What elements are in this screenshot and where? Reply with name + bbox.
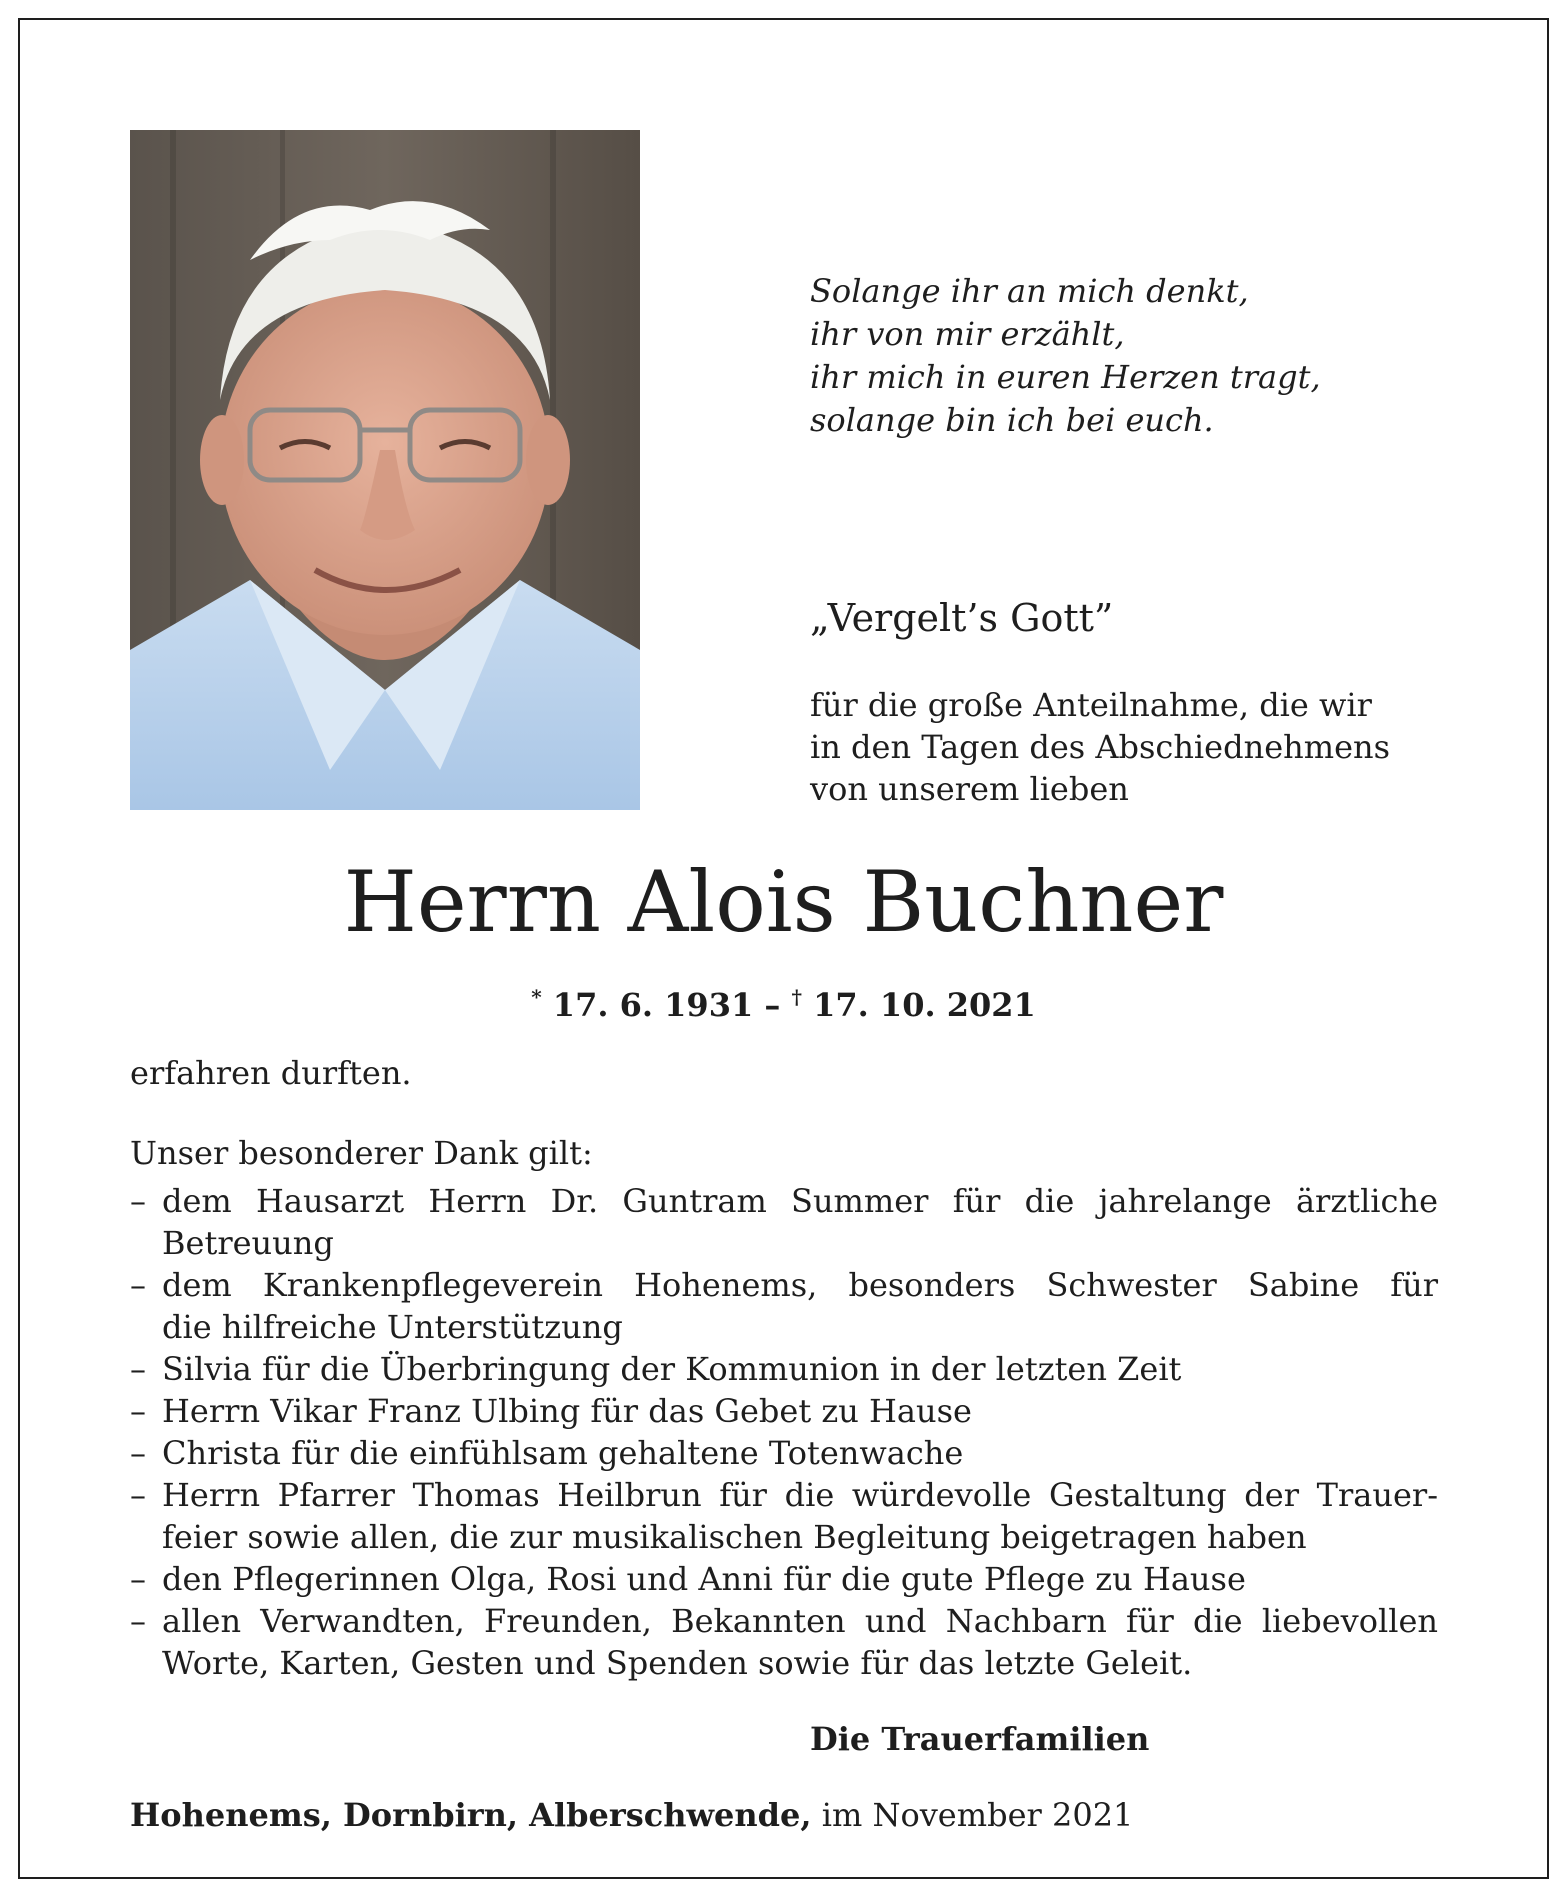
dash: – [130,1434,146,1472]
deceased-name: Herrn Alois Buchner [343,853,1224,951]
list-item-line: Christa für die einfühlsam gehaltene Totenwache [162,1434,964,1472]
birth-date: 17. 6. 1931 [552,986,754,1024]
list-item-line: die hilfreiche Unterstützung [162,1308,623,1346]
footer-places: Hohenems, Dornbirn, Alberschwende, [130,1796,812,1834]
list-item-line: Herrn Vikar Franz Ulbing für das Gebet zu Hause [162,1392,972,1430]
portrait-photo [130,130,640,810]
intro-line: für die große Anteilnahme, die wir [810,686,1372,724]
list-item [130,1600,1438,1684]
signature: Die Trauerfamilien [810,1720,1150,1758]
list-item [130,1264,1438,1348]
list-item-line: dem Krankenpflegeverein Hohenems, besonders Schwester Sabine für [162,1266,1438,1304]
dash: – [130,1182,146,1220]
dash: – [130,1602,146,1640]
portrait-icon [130,130,640,810]
list-item-line: allen Verwandten, Freunden, Bekannten und Nachbarn für die liebevollen [162,1602,1438,1640]
list-item-line: Worte, Karten, Gesten und Spenden sowie für das letzte Geleit. [162,1644,1193,1682]
dash: – [130,1350,146,1388]
list-item [130,1474,1438,1558]
after-text: erfahren durften. [130,1054,412,1092]
list-item-line: Silvia für die Überbringung der Kommunion in der letzten Zeit [162,1350,1182,1388]
thanks-title: Unser besonderer Dank gilt: [130,1134,593,1172]
list-item [130,1348,1438,1390]
poem-line: Solange ihr an mich denkt, [810,272,1249,310]
poem [810,270,1470,442]
life-dates [0,985,1567,1024]
thanks-list [130,1180,1438,1684]
intro-line: von unserem lieben [810,770,1129,808]
poem-line: solange bin ich bei euch. [810,401,1214,439]
intro-line: in den Tagen des Abschiednehmens [810,728,1391,766]
death-symbol: † [791,985,802,1009]
list-item-line: feier sowie allen, die zur musikalischen Begleitung beigetragen haben [162,1518,1307,1556]
poem-line: ihr mich in euren Herzen tragt, [810,358,1321,396]
dash: – [130,1560,146,1598]
list-item-line: Betreuung [162,1224,334,1262]
list-item [130,1180,1438,1264]
list-item [130,1558,1438,1600]
thanks-intro [810,684,1448,810]
list-item-line: den Pflegerinnen Olga, Rosi und Anni für die gute Pflege zu Hause [162,1560,1246,1598]
list-item-line: Herrn Pfarrer Thomas Heilbrun für die würdevolle Gestaltung der Trauer- [162,1476,1438,1514]
poem-line: ihr von mir erzählt, [810,315,1125,353]
dash: – [130,1392,146,1430]
date-separator: – [764,986,781,1024]
footer [130,1796,1133,1834]
birth-symbol: * [531,985,542,1009]
vergelts-gott-heading: „Vergelt’s Gott” [810,596,1114,640]
footer-date: im November 2021 [821,1796,1134,1834]
dash: – [130,1266,146,1304]
dash: – [130,1476,146,1514]
list-item-line: dem Hausarzt Herrn Dr. Guntram Summer für die jahrelange ärztliche [162,1182,1438,1220]
list-item [130,1390,1438,1432]
list-item [130,1432,1438,1474]
death-date: 17. 10. 2021 [813,986,1036,1024]
